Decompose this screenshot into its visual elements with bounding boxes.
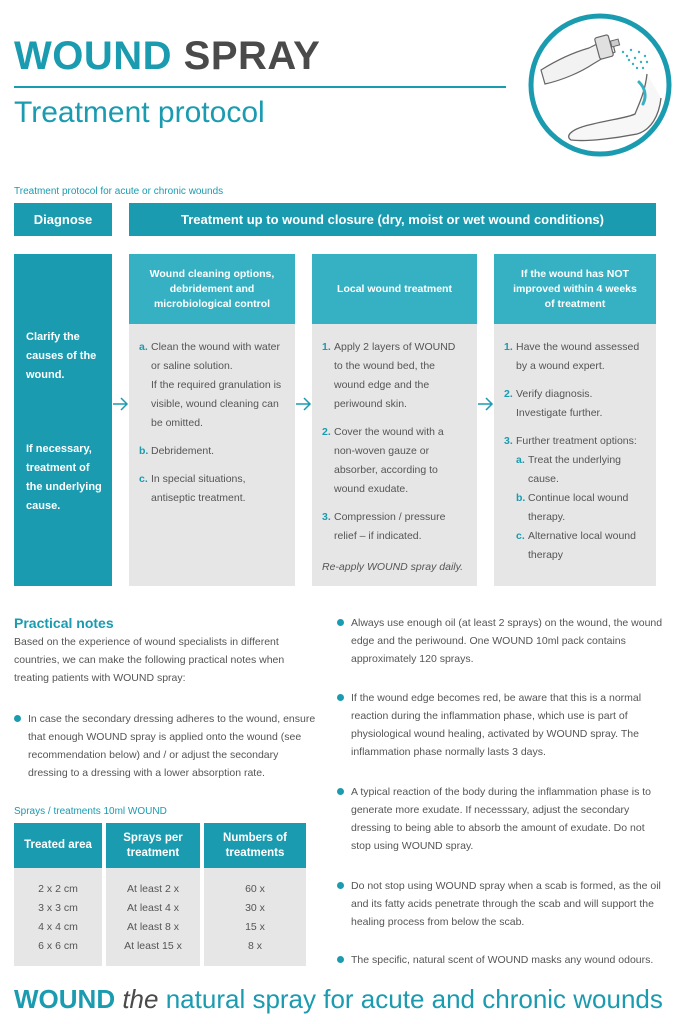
sprays-table-label: Sprays / treatments 10ml WOUND — [14, 806, 167, 817]
item-number: 3. — [504, 435, 513, 447]
note-bullet: Do not stop using WOUND spray when a scab is formed, as the oil and its fatty acids penetrate through the scab and will support the healing process from below the scab. — [337, 877, 667, 931]
arrow-right-icon — [477, 397, 494, 411]
not-improved-column-body — [494, 324, 656, 586]
item-text: Cover the wound with a non-woven gauze or absorber, according to wound exudate. — [334, 426, 444, 495]
list-item — [322, 338, 467, 414]
item-text: Have the wound assessed by a wound expert. — [516, 341, 640, 372]
spray-foot-illustration — [527, 12, 673, 158]
table-cell: At least 4 x — [127, 902, 179, 914]
item-extra: If the required granulation is visible, wound cleaning can be omitted. — [151, 379, 282, 429]
item-number: 2. — [504, 388, 513, 400]
item-number: 2. — [322, 426, 331, 438]
item-text: Treat the underlying cause. — [528, 454, 621, 485]
cleaning-column-header: Wound cleaning options, debridement and microbiological control — [129, 254, 295, 324]
cleaning-column-body — [129, 324, 295, 586]
local-treatment-column-body — [312, 324, 477, 586]
list-item — [504, 385, 646, 423]
title-brand: WOUND — [14, 34, 173, 78]
footer-the: the — [122, 984, 159, 1014]
table-header-number-of-treatments: Numbers of treatments — [204, 823, 306, 868]
item-text: Clean the wound with water or saline solution. — [151, 341, 280, 372]
arrow-right-icon — [112, 397, 129, 411]
list-item — [139, 338, 285, 433]
table-cell: 15 x — [245, 921, 265, 933]
item-number: b. — [516, 492, 526, 504]
arrow-right-icon — [295, 397, 312, 411]
list-item — [504, 432, 646, 451]
diagnose-column — [14, 254, 112, 586]
footer-brand: WOUND — [14, 984, 116, 1014]
sub-list-item — [516, 451, 646, 489]
item-text: Further treatment options: — [516, 435, 637, 447]
page-subtitle: Treatment protocol — [14, 96, 265, 129]
table-cell: 30 x — [245, 902, 265, 914]
item-number: c. — [516, 530, 525, 542]
item-number: a. — [139, 341, 148, 353]
table-header-treated-area: Treated area — [14, 823, 102, 868]
table-cell: 60 x — [245, 883, 265, 895]
list-item — [139, 470, 285, 508]
table-column-treatments — [204, 868, 306, 966]
item-text: Verify diagnosis. Investigate further. — [516, 388, 603, 419]
note-bullet: A typical reaction of the body during the inflammation phase is to generate more exudate. If necesssary, adjust the secondary dressing to being able to absorb the amount of exudate. Do not stop using WOUND spray. — [337, 783, 667, 855]
title-rest: SPRAY — [183, 34, 321, 78]
table-cell: 3 x 3 cm — [38, 902, 78, 914]
treatment-header: Treatment up to wound closure (dry, moist or wet wound conditions) — [129, 203, 656, 236]
item-number: 1. — [504, 341, 513, 353]
table-column-treated-area — [14, 868, 102, 966]
table-cell: 2 x 2 cm — [38, 883, 78, 895]
list-item — [139, 442, 285, 461]
page-title — [14, 36, 320, 76]
diagnose-text-2: If necessary, treatment of the underlying cause. — [26, 443, 102, 512]
practical-notes-title: Practical notes — [14, 615, 114, 631]
item-number: 1. — [322, 341, 331, 353]
item-number: b. — [139, 445, 149, 457]
local-treatment-column-header: Local wound treatment — [312, 254, 477, 324]
diagnose-header: Diagnose — [14, 203, 112, 236]
not-improved-column-header: If the wound has NOT improved within 4 weeks of treatment — [494, 254, 656, 324]
practical-notes-intro: Based on the experience of wound specialists in different countries, we can make the following practical notes when treating patients with WOUND spray: — [14, 636, 285, 684]
sub-list-item — [516, 489, 646, 527]
protocol-label: Treatment protocol for acute or chronic wounds — [14, 186, 224, 197]
table-cell: At least 2 x — [127, 883, 179, 895]
title-divider — [14, 86, 506, 88]
sub-list-item — [516, 527, 646, 565]
item-text: Compression / pressure relief – if indicated. — [334, 511, 446, 542]
footer-tagline — [14, 986, 663, 1012]
item-number: c. — [139, 473, 148, 485]
note-bullet: The specific, natural scent of WOUND masks any wound odours. — [337, 951, 667, 969]
table-header-sprays-per-treatment: Sprays per treatment — [106, 823, 200, 868]
item-number: a. — [516, 454, 525, 466]
note-bullet: In case the secondary dressing adheres to the wound, ensure that enough WOUND spray is applied onto the wound (see recommendation below) and / or adjust the secondary dressing to a dressing with a lower absorption rate. — [14, 710, 319, 782]
table-column-sprays — [106, 868, 200, 966]
table-cell: 4 x 4 cm — [38, 921, 78, 933]
list-item — [322, 508, 467, 546]
table-cell: At least 15 x — [124, 940, 182, 952]
note-bullet: If the wound edge becomes red, be aware that this is a normal reaction during the inflammation phase, which use is part of physiological wound healing, activated by WOUND spray. The inflammation phase normally lasts 3 days. — [337, 689, 667, 761]
item-text: Debridement. — [151, 445, 215, 457]
table-cell: 6 x 6 cm — [38, 940, 78, 952]
footer-rest: natural spray for acute and chronic wounds — [165, 984, 663, 1014]
note-bullet: Always use enough oil (at least 2 sprays) on the wound, the wound edge and the periwound. One WOUND 10ml pack contains approximately 120 sprays. — [337, 614, 667, 668]
list-item — [504, 338, 646, 376]
item-text: Continue local wound therapy. — [528, 492, 629, 523]
list-item — [322, 423, 467, 499]
item-text: Alternative local wound therapy — [528, 530, 636, 561]
table-cell: 8 x — [247, 940, 262, 952]
item-text: In special situations, antiseptic treatment. — [151, 473, 246, 504]
item-text: Apply 2 layers of WOUND to the wound bed, the wound edge and the periwound skin. — [334, 341, 456, 410]
diagnose-text-1: Clarify the causes of the wound. — [26, 331, 97, 381]
item-number: 3. — [322, 511, 331, 523]
table-cell: At least 8 x — [127, 921, 179, 933]
reapply-note: Re-apply WOUND spray daily. — [322, 561, 464, 573]
